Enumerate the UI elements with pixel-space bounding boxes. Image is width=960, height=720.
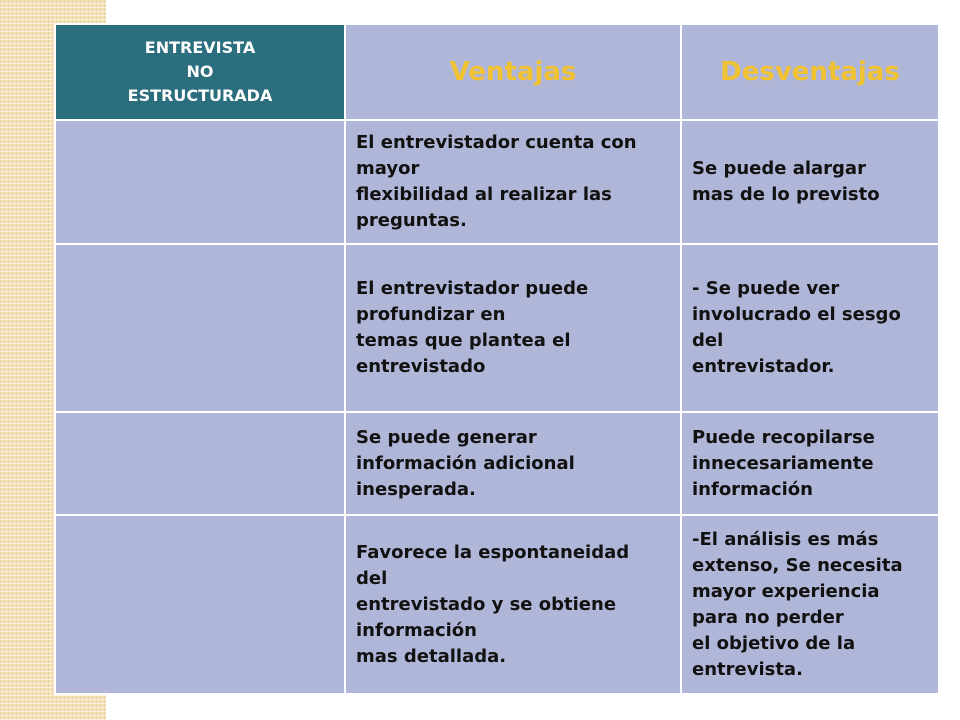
empty-label-cell [55,120,345,244]
header-desventajas: Desventajas [720,57,900,87]
comparison-table [54,23,940,695]
desventaja-cell [681,244,939,412]
desventaja-cell [681,412,939,515]
desventaja-text: Puede recopilarse innecesariamente información [692,426,875,500]
desventaja-cell [681,515,939,694]
ventaja-text: Se puede generar información adicional inesperada. [356,426,575,500]
ventaja-cell [345,412,681,515]
header-title: ENTREVISTA NO ESTRUCTURADA [127,38,273,105]
header-title-cell [55,24,345,120]
desventaja-text: -El análisis es más extenso, Se necesita mayor experiencia para no perder el objetivo de la entrevista. [692,528,903,680]
empty-label-cell [55,515,345,694]
ventaja-text: El entrevistador cuenta con mayor flexibilidad al realizar las preguntas. [356,132,637,231]
ventaja-cell [345,515,681,694]
table-row [55,244,939,412]
empty-label-cell [55,412,345,515]
comparison-table-container [54,23,938,693]
header-desventajas-cell [681,24,939,120]
table-row [55,120,939,244]
desventaja-text: Se puede alargar mas de lo previsto [692,158,880,205]
desventaja-cell [681,120,939,244]
desventaja-text: - Se puede ver involucrado el sesgo del entrevistador. [692,278,901,377]
ventaja-cell [345,120,681,244]
ventaja-text: Favorece la espontaneidad del entrevistado y se obtiene información mas detallada. [356,541,630,667]
table-row [55,412,939,515]
ventaja-text: El entrevistador puede profundizar en temas que plantea el entrevistado [356,278,589,377]
header-row [55,24,939,120]
header-ventajas: Ventajas [449,57,577,87]
table-row [55,515,939,694]
empty-label-cell [55,244,345,412]
ventaja-cell [345,244,681,412]
header-ventajas-cell [345,24,681,120]
